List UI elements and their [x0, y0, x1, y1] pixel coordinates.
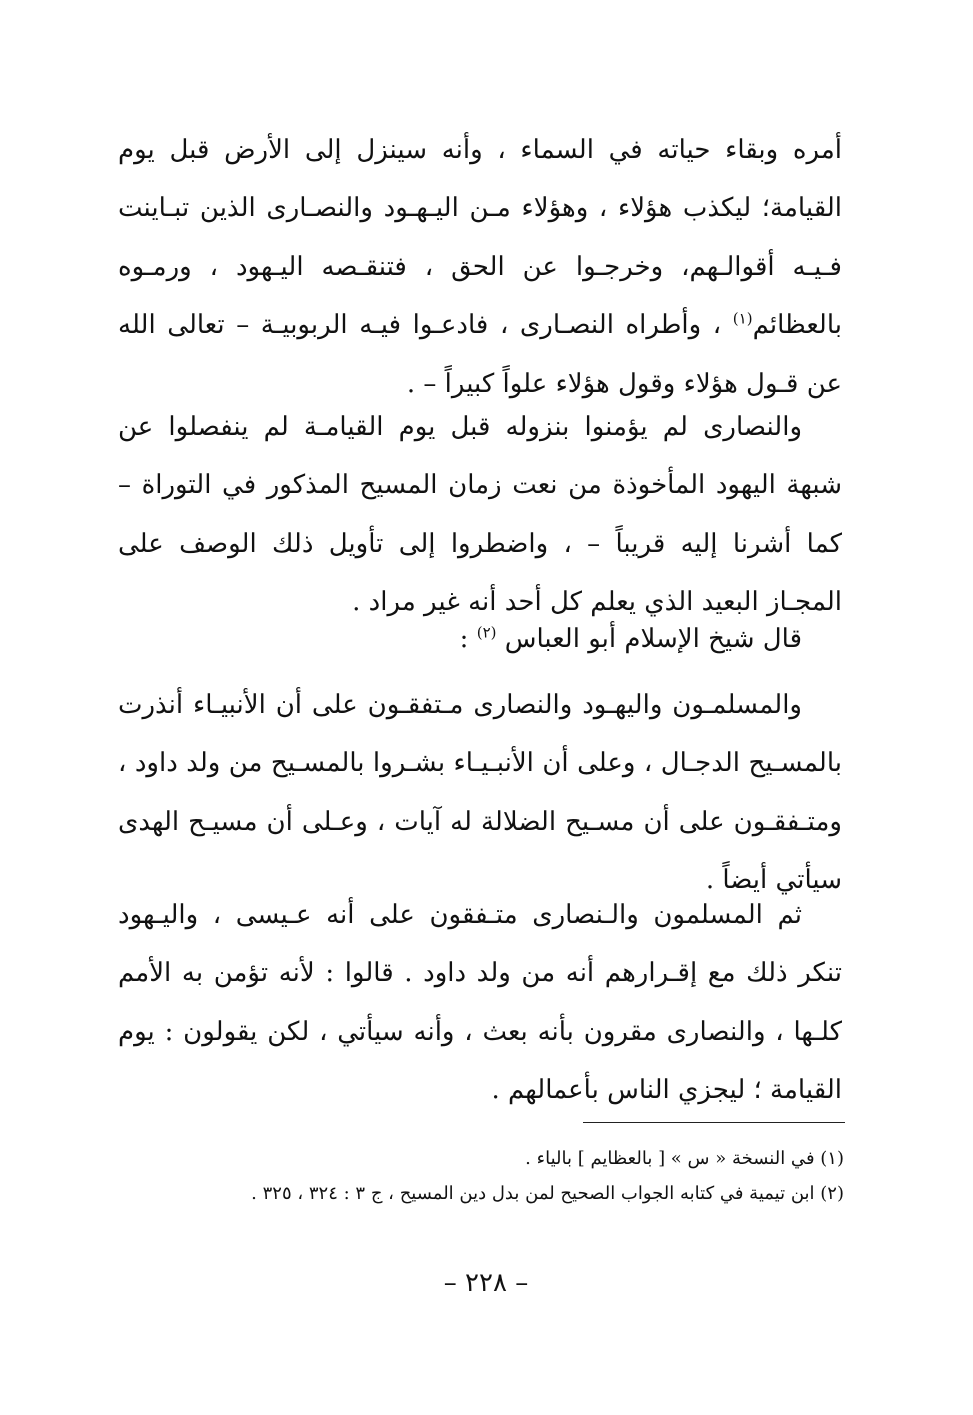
page-number: – ٢٢٨ – — [443, 1268, 529, 1298]
paragraph-2: والنصارى لم يؤمنوا بنزوله قبل يوم القيامـة لم ينفصلوا عن شبهة اليهود المأخوذة من نعت زمان المسيح المذكور في التوراة – كما أشرنا إليه قريباً – ، واضطروا إلى تأويل ذلك الوصف على المجـاز البعيد الذي يعلم كل أحد أنه غير مراد . — [118, 412, 842, 618]
paragraph-1 — [118, 121, 842, 413]
footnote-marker-1: (١) — [732, 309, 753, 328]
footnotes — [150, 1141, 844, 1211]
paragraph-3-text-end: : — [459, 624, 477, 654]
footnote-1: (١) في النسخة « س » [ بالعظايم ] بالياء . — [525, 1148, 844, 1169]
paragraph-3-quote-intro — [118, 610, 842, 668]
footnote-marker-2: (٢) — [476, 623, 497, 642]
paragraph-5: ثم المسلمون والـنصارى متـفقون على أنه عـيسى ، واليـهود تنكر ذلك مع إقـرارهم أنه من ولد داود . قالوا : لأنه تؤمن به الأمم كلـها ، والنصارى مقرون بأنه بعث ، وأنه سيأتي ، لكن يقولون : يوم القيامة ؛ ليجزي الناس بأعمالهم . — [118, 900, 842, 1106]
paragraph-4: والمسلمـون واليهـود والنصارى مـتفقـون على أن الأنبيـاء أنذرت بالمسـيح الدجـال ، وعلى أن الأنبـيـاء بشـروا بالمسـيح من ولد داود ، ومتـفقـون على أن مسـيح الضلالة له آيات ، وعـلى أن مسيـح الهدى سيأتي أيضاً . — [118, 690, 842, 896]
footnote-2: (٢) ابن تيمية في كتابه الجواب الصحيح لمن بدل دين المسيح ، ج ٣ : ٣٢٤ ، ٣٢٥ . — [251, 1183, 844, 1204]
paragraph-1-text-start: أمره وبقاء حياته في السماء ، وأنه سينزل إلى الأرض قبل يوم القيامة؛ ليكذب هؤلاء ، وهؤلاء مـن اليـهـود والنصـارى الذين تبـاينت فـيـه أقوالـهم، وخرجـوا عن الحق ، فتنقـصه اليـهود ، ورمـوه بالعظائم — [118, 135, 842, 341]
paragraph-1-text-end: ، وأطراه النصـارى ، فادعـوا فيـه الربوبيـة – تعالى الله عن قـول هؤلاء وقول هؤلاء علواً كبيراً – . — [118, 310, 842, 399]
paragraph-3-text-start: قال شيخ الإسلام أبو العباس — [496, 624, 802, 654]
footnote-divider — [583, 1122, 845, 1123]
